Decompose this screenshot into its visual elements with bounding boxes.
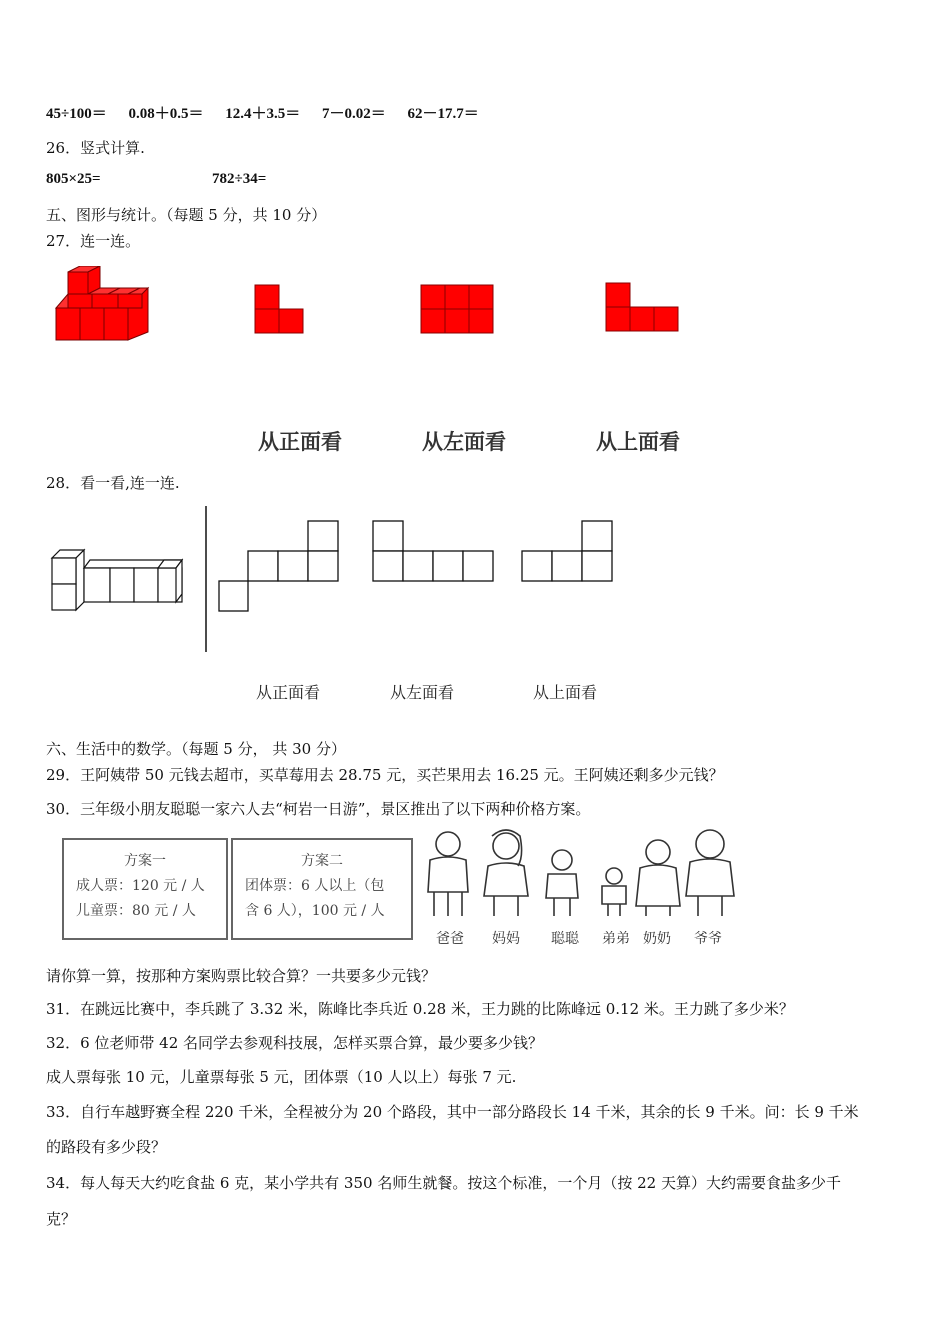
q33-line-1: 33．自行车越野赛全程 220 千米，全程被分为 20 个路段，其中一部分路段长 14 千米，其余的长 9 千米。问：长 9 千米 [46, 1103, 859, 1121]
plan2-box [231, 838, 413, 940]
calc-item: 7－0.02＝ [322, 106, 386, 122]
q32-detail: 成人票每张 10 元，儿童票每张 5 元，团体票（10 人以上）每张 7 元. [46, 1068, 517, 1086]
q28-label-top: 从上面看 [533, 683, 598, 702]
person-dad: 爸爸 [436, 931, 464, 947]
q28-label-left: 从左面看 [390, 683, 455, 702]
calc-item: 62－17.7＝ [407, 106, 479, 122]
plan1-line-2: 儿童票：80 元 / 人 [76, 903, 196, 919]
q28-view-c [521, 520, 617, 584]
q27-view-a [254, 284, 306, 336]
calc-item: 0.08＋0.5＝ [128, 106, 204, 122]
q28-solid-figure [48, 546, 188, 616]
person-nainai: 奶奶 [643, 931, 671, 947]
person-mom: 妈妈 [492, 931, 520, 947]
oral-calc-line [46, 102, 497, 123]
q27-view-b [420, 284, 496, 336]
person-congcong: 聪聪 [551, 931, 579, 947]
q32-title: 32．6 位老师带 42 名同学去参观科技展，怎样买票合算，最少要多少钱？ [46, 1034, 544, 1052]
plan1-name: 方案一 [124, 853, 166, 869]
q26-item-1: 805×25= [46, 171, 101, 187]
plan2-line-2: 含 6 人），100 元 / 人 [245, 903, 385, 919]
q27-label-left: 从左面看 [422, 430, 506, 454]
divider-line [203, 506, 209, 652]
q26-title: 26．竖式计算. [46, 139, 145, 157]
q27-solid-figure [50, 266, 160, 346]
q30-title: 30．三年级小朋友聪聪一家六人去“柯岩一日游”，景区推出了以下两种价格方案。 [46, 800, 591, 818]
q34-line-2: 克？ [46, 1210, 77, 1228]
q33-line-2: 的路段有多少段？ [46, 1138, 167, 1156]
q27-label-top: 从上面看 [596, 430, 680, 454]
q28-label-front: 从正面看 [256, 683, 321, 702]
calc-item: 12.4＋3.5＝ [225, 106, 301, 122]
q31-text: 31．在跳远比赛中，李兵跳了 3.32 米，陈峰比李兵近 0.28 米，王力跳的比陈峰远 0.12 米。王力跳了多少米？ [46, 1000, 794, 1018]
q28-title: 28．看一看,连一连. [46, 474, 180, 492]
q27-label-front: 从正面看 [258, 430, 342, 454]
q26-item-2: 782÷34= [212, 171, 267, 187]
q29-text: 29．王阿姨带 50 元钱去超市，买草莓用去 28.75 元，买芒果用去 16.25 元。王阿姨还剩多少元钱？ [46, 766, 724, 784]
q27-title: 27．连一连。 [46, 232, 141, 250]
person-yeye: 爷爷 [694, 931, 722, 947]
calc-item: 45÷100＝ [46, 106, 107, 122]
person-didi: 弟弟 [602, 931, 630, 947]
q30-question: 请你算一算，按那种方案购票比较合算？一共要多少元钱？ [46, 967, 437, 985]
q28-view-a [218, 520, 342, 614]
plan2-name: 方案二 [301, 853, 343, 869]
plan1-line-1: 成人票：120 元 / 人 [76, 878, 205, 894]
q34-line-1: 34．每人每天大约吃食盐 6 克，某小学共有 350 名师生就餐。按这个标准，一个月（按 22 天算）大约需要食盐多少千 [46, 1174, 841, 1192]
plan2-line-1: 团体票：6 人以上（包 [245, 878, 385, 894]
family-illustration [418, 826, 748, 928]
plan1-box [62, 838, 228, 940]
section5-heading: 五、图形与统计。（每题 5 分，共 10 分） [46, 206, 327, 224]
section6-heading: 六、生活中的数学。（每题 5 分， 共 30 分） [46, 740, 346, 758]
q27-view-c [605, 282, 681, 334]
q28-view-b [372, 520, 498, 584]
